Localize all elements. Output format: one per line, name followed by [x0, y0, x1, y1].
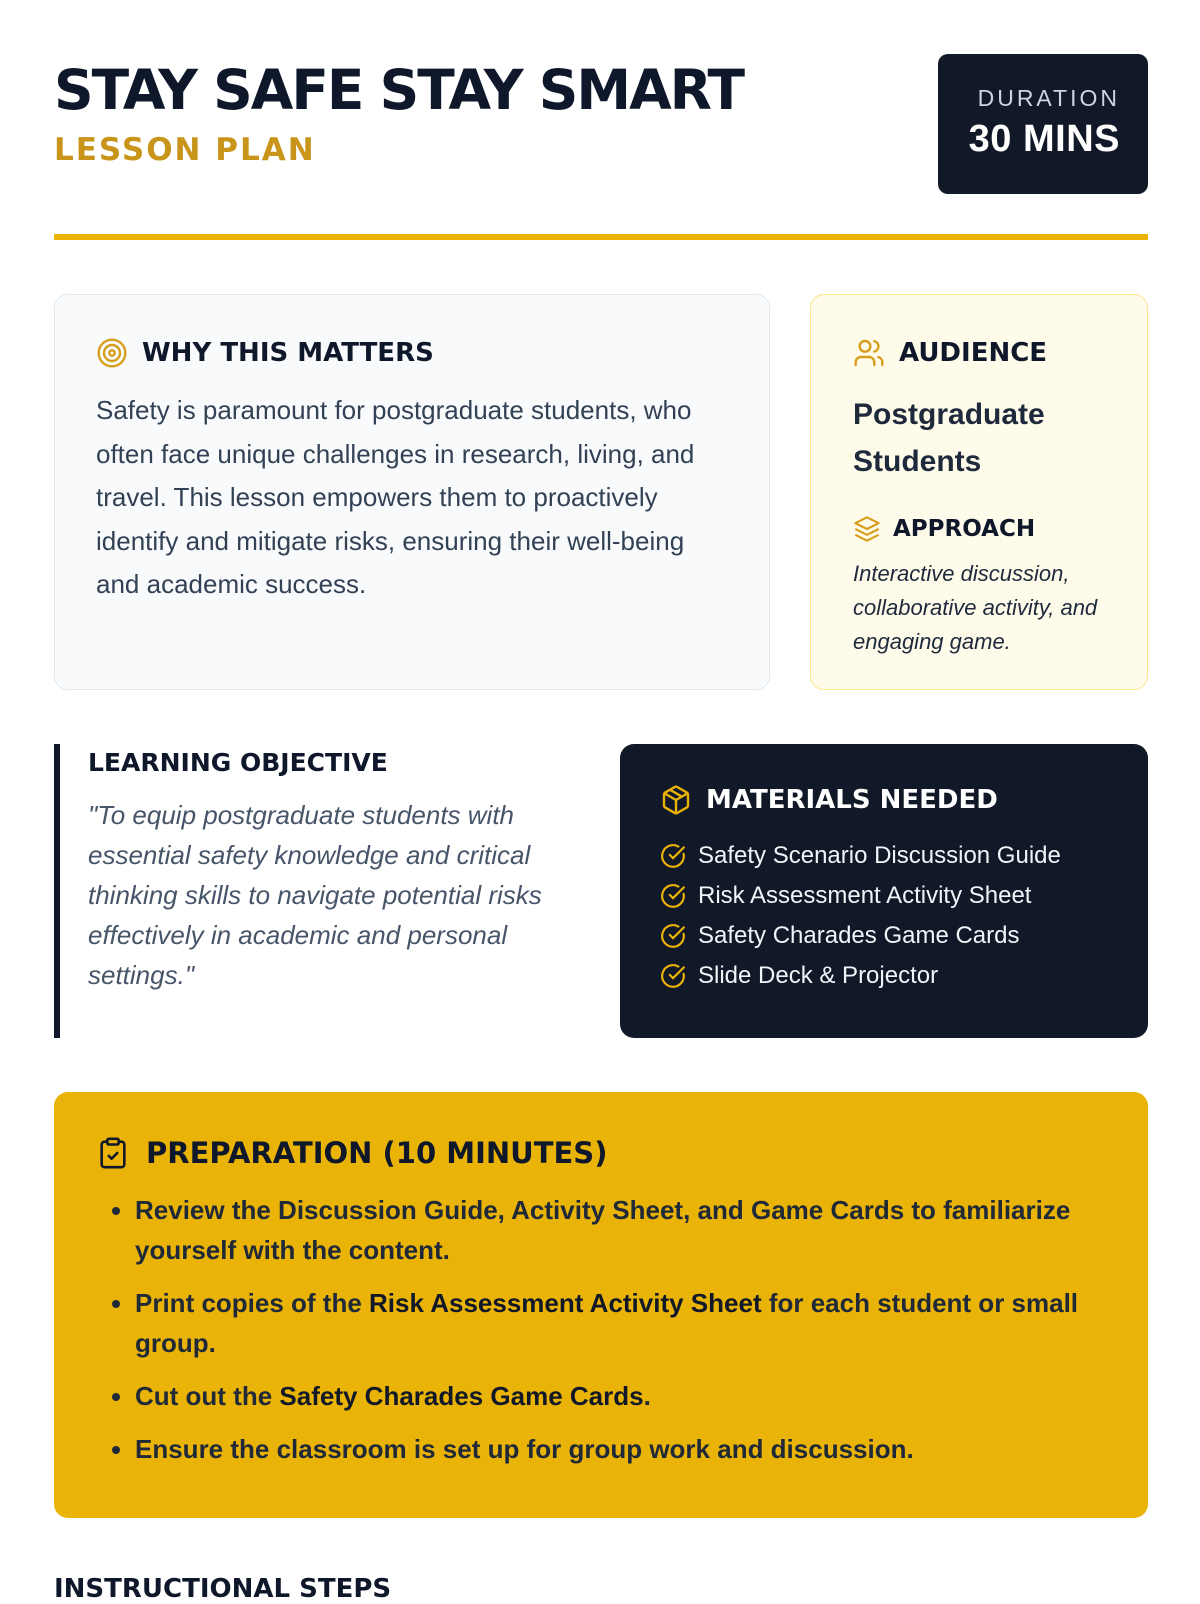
list-item	[660, 916, 1118, 956]
learning-objective	[54, 744, 574, 1038]
prep-text: .	[643, 1381, 651, 1411]
check-circle-icon	[660, 923, 686, 949]
package-icon	[660, 784, 692, 816]
page-header	[54, 54, 1148, 194]
instructional-steps-heading: INSTRUCTIONAL STEPS	[54, 1574, 392, 1604]
check-circle-icon	[660, 883, 686, 909]
users-icon	[853, 337, 885, 369]
duration-value: 30 MINS	[968, 118, 1120, 160]
why-text: Safety is paramount for postgraduate students, who often face unique challenges in research, living, and travel. This lesson empowers them to proactively identify and mitigate risks, ensuring their well-being and academic success.	[96, 395, 695, 599]
materials-card	[620, 744, 1148, 1038]
list-item	[135, 1376, 1108, 1416]
prep-text: Cut out the	[135, 1381, 280, 1411]
materials-heading: MATERIALS NEEDED	[706, 785, 998, 815]
audience-value: Postgraduate Students	[853, 398, 1045, 478]
check-circle-icon	[660, 843, 686, 869]
materials-list	[660, 836, 1118, 996]
check-circle-icon	[660, 963, 686, 989]
why-heading: WHY THIS MATTERS	[142, 338, 434, 368]
clipboard-check-icon	[96, 1136, 130, 1170]
list-item	[660, 956, 1118, 996]
preparation-card	[54, 1092, 1148, 1518]
page-subtitle: LESSON PLAN	[54, 132, 316, 168]
prep-bold: Safety Charades Game Cards	[279, 1381, 644, 1411]
audience-heading: AUDIENCE	[899, 338, 1048, 368]
material-label: Safety Scenario Discussion Guide	[698, 842, 1061, 869]
why-this-matters-card	[54, 294, 770, 690]
list-item	[135, 1429, 1108, 1469]
list-item	[660, 836, 1118, 876]
objective-heading: LEARNING OBJECTIVE	[88, 748, 388, 777]
approach-text: Interactive discussion, collaborative activity, and engaging game.	[853, 561, 1098, 654]
preparation-heading: PREPARATION (10 MINUTES)	[146, 1136, 608, 1170]
audience-card	[810, 294, 1148, 690]
material-label: Safety Charades Game Cards	[698, 922, 1020, 949]
prep-text: Ensure the classroom is set up for group work and discussion.	[135, 1434, 914, 1464]
list-item	[135, 1283, 1108, 1363]
target-icon	[96, 337, 128, 369]
prep-text: Review the Discussion Guide, Activity Sheet, and Game Cards to familiarize yourself with the content.	[135, 1195, 1071, 1265]
layers-icon	[853, 515, 881, 543]
list-item	[135, 1190, 1108, 1270]
header-divider	[54, 234, 1148, 240]
material-label: Slide Deck & Projector	[698, 962, 939, 989]
duration-badge	[938, 54, 1148, 194]
prep-text: Print copies of the	[135, 1288, 370, 1318]
duration-label: DURATION	[977, 85, 1120, 111]
preparation-list	[96, 1190, 1108, 1469]
page-title: STAY SAFE STAY SMART	[54, 58, 744, 122]
prep-bold: Risk Assessment Activity Sheet	[369, 1288, 762, 1318]
objective-text: "To equip postgraduate students with essential safety knowledge and critical thinking skills to navigate potential risks effectively in academic and personal settings."	[88, 800, 542, 990]
list-item	[660, 876, 1118, 916]
approach-heading: APPROACH	[893, 516, 1036, 542]
prep-text: for each student or small group.	[135, 1288, 1079, 1358]
material-label: Risk Assessment Activity Sheet	[698, 882, 1032, 909]
